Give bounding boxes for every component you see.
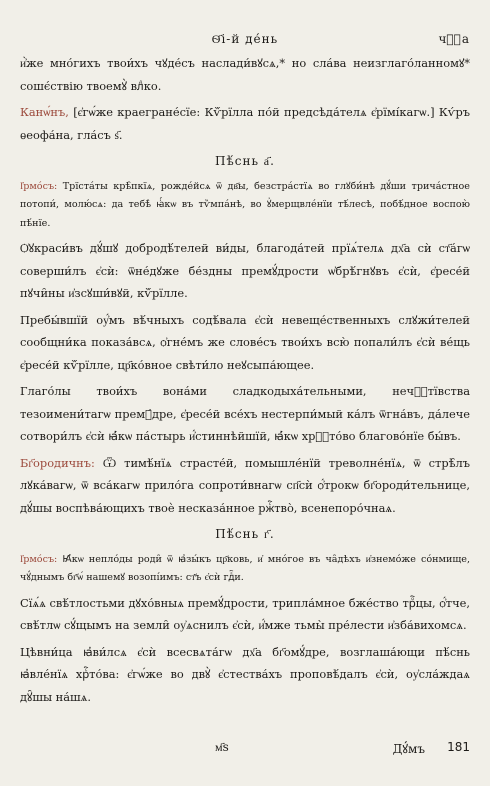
troparion-2: Пребы́вшїй оу҆́мъ вѣ́чныхъ содѣ́вала є҆сѝ невеще́ственныхъ слꙋжи́телей сообщни́ка показа́всѧ, ѻ҆гне́мъ же слове́съ твои́хъ всю̀ попали́лъ є҆сѝ ве́щь є҆ресе́й кѷ́рїлле, цр҃ко́вное свѣти́ло неꙋсыпа́ющее. [20, 312, 470, 372]
irmos-ode-3 [20, 551, 470, 588]
book-page [20, 28, 470, 768]
troparion-5: Цѣвни́ца ꙗ҆ви́лсѧ є҆сѝ всесвѧта́гѡ дх҃а бг҃омꙋ́дре, возглаша́ющи пѣ́снь ꙗ҆вле́нїѧ хрⷭ҇то́ва: є҆гѡ́же во двꙋ̀ є҆стества́хъ проповѣ́далъ є҆сѝ, оу҆сла́ждаѧ дꙋ̑шы на́шѧ. [20, 644, 470, 704]
main-text [20, 52, 470, 708]
troparion-1: Ѻ҆ꙋкраси́въ дꙋ́шꙋ добродѣ́телей ви́ды, благода́тей прїѧ́телѧ дх҃а сѝ ст҃а́гѡ соверши́лъ є҆сѝ: ѿне́дꙋже бе́здны премꙋ́дрости ѡ҆брѣ́гнꙋвъ є҆сѝ, є҆ресе́й пꙋчи̑ны и҆зсꙋши́вꙋй, кѷ́рїлле. [20, 241, 470, 300]
running-header [20, 28, 470, 52]
kanon-label: Канѡ́нъ, [20, 105, 69, 119]
theotokion [20, 452, 470, 520]
catchword: Дꙋ́мъ [392, 742, 425, 756]
ode-1-heading: Пѣ́снь а҃. [215, 154, 275, 168]
kanon-title [20, 101, 470, 146]
irmos-label: І҆рмо́съ: [20, 180, 58, 192]
running-title: Ѳ҃і-й де́нь [211, 32, 279, 46]
folio-number: чⷭ҇а [438, 32, 470, 46]
signature-mark: м҃ѕ [215, 740, 229, 754]
page-footer [20, 740, 470, 760]
irmos-ode-1 [20, 178, 470, 234]
theotokion-text: Ѿ тимѣ́нїѧ страсте́й, помышле́нїй треволне́нїѧ, ѿ стрѣ̑лъ лꙋка́вагѡ, ѿ вса́кагѡ прило́га сопроти́внагѡ сп҃сѝ ѻ҆́трокѡ бг҃ороди́тельнице, дꙋ́шы воспѣва́ющихъ твоѐ несказа́нное ржⷭ҇тво̀, всенепоро́чнаѧ. [20, 455, 470, 515]
irmos-text-2: Ꙗ҆́кѡ непло́ды роди̑ ѿ ꙗ҆зы́къ цр҃ковь, и҆ мно́гое въ ча̑дѣхъ и҆знемо́же со́нмище, чꙋ́днымъ бг҃ѡ́ нашемꙋ возопі́имъ: ст҃ъ є҆сѝ гдⷭ҇и. [20, 553, 470, 583]
troparion-4: Сїѧ́ѧ свѣ́тлостьми дꙋхо́вныѧ премꙋ́дрости, трипла́мное бже́ство трⷪ҇цы, ѻ҆́тче, свѣ́тлѡ сꙋ́щымъ на земли̑ оу҆ѧснилъ є҆сѝ, и҆́мже тьмы̀ пре́лести и҆зба́вихомсѧ. [20, 595, 470, 632]
page-number: 181 [447, 740, 470, 754]
troparion-3: Глаго́лы твои́хъ вона́ми сладкодыха́тельными, нечⷭ҇тївства тезоимени́тагѡ премꙋ́дре, є҆ресе́й все́хъ нестерпи́мый ка́лъ ѿгна́въ, да́лече сотвори́лъ є҆сѝ ꙗ҆́кѡ па́стырь и҆́стиннѣйшїй, ꙗ҆́кѡ хрⷭ҇то́во благово́нїе бы́въ. [20, 384, 470, 443]
irmos-label-2: І҆рмо́съ: [20, 553, 58, 565]
ode-3-heading: Пѣ́снь г҃. [215, 527, 275, 541]
paragraph-continuation: и҆̀же мно́гихъ твои́хъ чꙋде́съ наслади́вꙋсѧ,* но сла́ва неизглаго́ланномꙋ* сошє́ствію твоемꙋ̀ влⷣко. [20, 56, 470, 93]
irmos-text: Трїста́ты крѣ̑пкїѧ, рожде́йсѧ ѿ дв҃ы, безстра́стїѧ во глꙋби́нѣ дꙋ́ши трича́стное потопи́, молю́сѧ: да тебѣ̀ ꙗ҆́кѡ въ тѷмпа́нѣ, во ꙋ҆мерщвле́нїи тѣ́лесѣ, побѣ́дное воспою̀ пѣ́нїе. [20, 180, 470, 229]
theotokion-label: Бг҃ородичнъ: [20, 455, 95, 470]
kanon-acrostic: [є҆гѡ́же краегране́сїе: Кѷ́рїлла по́й предсѣда́телѧ є҆рїмі́кагѡ.] Кѵ́ръ ѳеофа́на, гла́съ ѕ҃. [20, 105, 470, 142]
